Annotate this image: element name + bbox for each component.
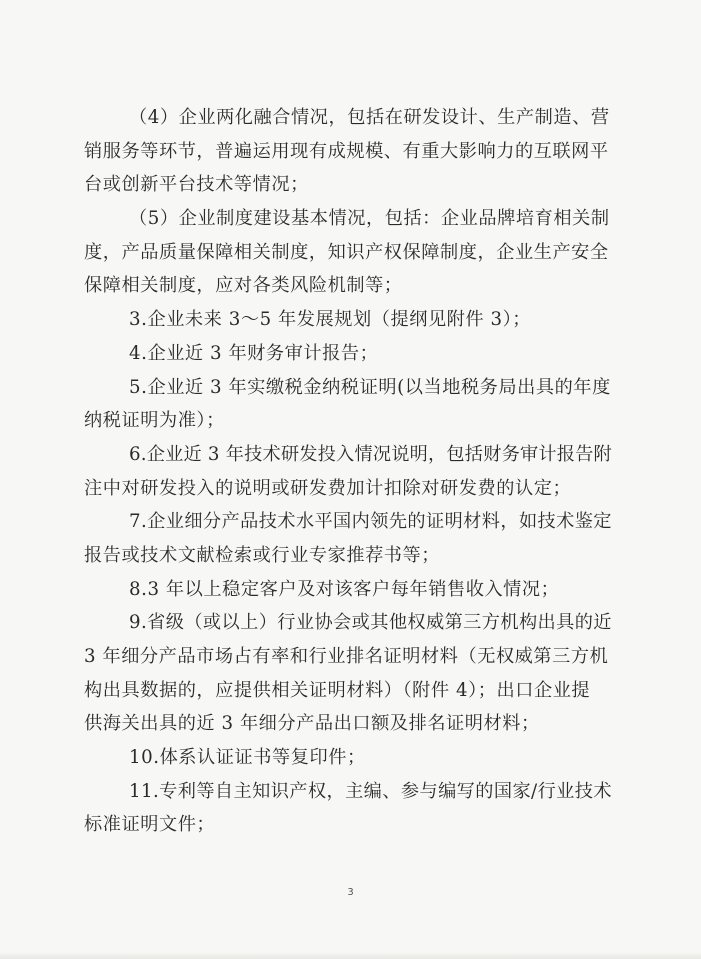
text-line: 保障相关制度，应对各类风险机制等；	[84, 275, 403, 297]
text-line: （4）企业两化融合情况，包括在研发设计、生产制造、营	[129, 107, 610, 128]
text-line: 销服务等环节，普遍运用现有成规模、有重大影响力的互联网平	[84, 140, 609, 162]
scan-bottom-edge	[0, 952, 701, 959]
text-line: 构出具数据的，应提供相关证明材料）（附件 4）；出口企业提	[84, 679, 591, 701]
text-line: 报告或技术文献检索或行业专家推荐书等；	[84, 544, 441, 566]
text-line: 纳税证明为准）；	[84, 410, 225, 432]
text-line: 注中对研发投入的说明或研发费加计扣除对研发费的认定；	[84, 477, 572, 499]
text-line: 3.企业未来 3～5 年发展规划（提纲见附件 3）；	[129, 309, 531, 331]
text-line: 10.体系认证证书等复印件；	[129, 747, 366, 769]
text-line: 度，产品质量保障相关制度，知识产权保障制度，企业生产安全	[84, 241, 609, 263]
text-line: 3 年细分产品市场占有率和行业排名证明材料（无权威第三方机	[84, 646, 609, 667]
text-line: 5.企业近 3 年实缴税金纳税证明(以当地税务局出具的年度	[129, 376, 611, 398]
text-line: 供海关出具的近 3 年细分产品出口额及排名证明材料；	[84, 713, 540, 735]
text-line: （5）企业制度建设基本情况，包括：企业品牌培育相关制	[129, 208, 610, 230]
document-body	[84, 101, 612, 842]
page-number: 3	[347, 887, 354, 898]
text-line: 6.企业近 3 年技术研发投入情况说明，包括财务审计报告附	[129, 443, 612, 465]
text-line: 4.企业近 3 年财务审计报告；	[129, 342, 379, 364]
text-line: 8.3 年以上稳定客户及对该客户每年销售收入情况；	[129, 578, 560, 600]
text-line: 11.专利等自主知识产权，主编、参与编写的国家/行业技术	[129, 780, 612, 802]
text-line: 标准证明文件；	[84, 814, 216, 836]
text-line: 7.企业细分产品技术水平国内领先的证明材料，如技术鉴定	[129, 511, 612, 533]
text-line: 9.省级（或以上）行业协会或其他权威第三方机构出具的近	[129, 612, 612, 634]
text-line: 台或创新平台技术等情况；	[84, 174, 309, 196]
